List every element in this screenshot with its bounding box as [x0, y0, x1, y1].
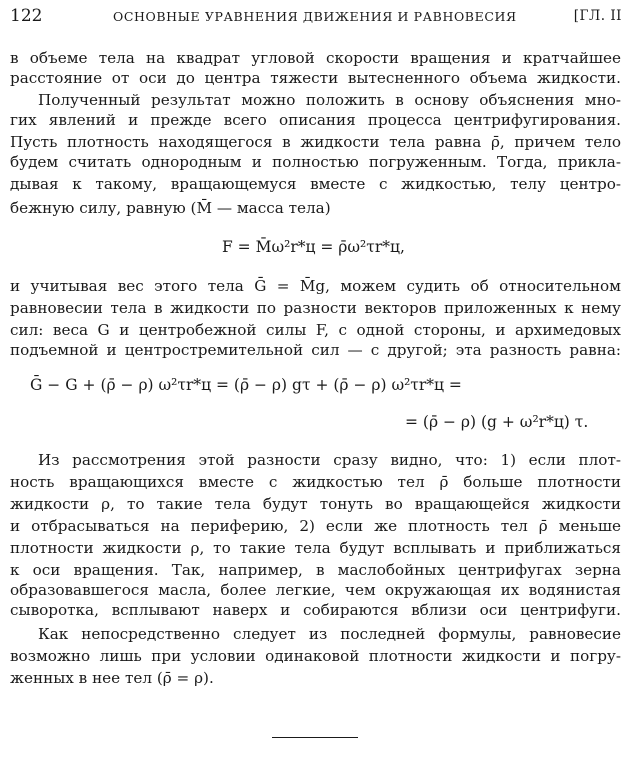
text-line: и учитывая вес этого тела Ḡ = M̄g, можем судить об относительном	[10, 277, 621, 295]
text-line: ность вращающихся вместе с жидкостью тел ρ̄ больше плотности	[10, 473, 621, 491]
chapter-marker: [ГЛ. II	[573, 8, 622, 24]
page-header	[10, 6, 622, 30]
text-line: Как непосредственно следует из последней формулы, равновесие	[38, 625, 621, 643]
text-line: равновесии тела в жидкости по разности векторов приложенных к нему	[10, 299, 621, 317]
text-line: бежную силу, равную (M̄ — масса тела)	[10, 199, 331, 217]
text-line: образовавшегося масла, более легкие, чем окружающая их водянистая	[10, 581, 621, 599]
running-title: ОСНОВНЫЕ УРАВНЕНИЯ ДВИЖЕНИЯ И РАВНОВЕСИЯ	[113, 9, 517, 24]
text-line: Пусть плотность находящегося в жидкости тела равна ρ̄, причем тело	[10, 133, 621, 151]
text-line: сыворотка, всплывают наверх и собираются вблизи оси центрифуги.	[10, 601, 621, 619]
text-line: Из рассмотрения этой разности сразу видно, что: 1) если плот-	[38, 451, 621, 469]
text-line: Полученный результат можно положить в основу объяснения мно-	[38, 91, 621, 109]
text-line: и отбрасываться на периферию, 2) если же плотность тел ρ̄ меньше	[10, 517, 621, 535]
text-line: в объеме тела на квадрат угловой скорости вращения и кратчайшее	[10, 49, 621, 67]
formula-difference-line-1: Ḡ − G + (ρ̄ − ρ) ω²τr*ц = (ρ̄ − ρ) gτ + (ρ̄ − ρ) ω²τr*ц =	[30, 376, 462, 394]
text-line: дывая к такому, вращающемуся вместе с жидкостью, телу центро-	[10, 175, 621, 193]
text-line: будем считать однородным и полностью погруженным. Тогда, прикла-	[10, 153, 621, 171]
text-line: расстояние от оси до центра тяжести вытесненного объема жидкости.	[10, 69, 621, 87]
text-line: возможно лишь при условии одинаковой плотности жидкости и погру-	[10, 647, 621, 665]
formula-centrifugal-force: F = M̄ω²r*ц = ρ̄ω²τr*ц,	[222, 238, 405, 256]
page-number: 122	[10, 6, 43, 26]
formula-difference-line-2: = (ρ̄ − ρ) (g + ω²r*ц) τ.	[405, 413, 589, 431]
end-rule	[272, 737, 358, 738]
text-line: жидкости ρ, то такие тела будут тонуть во вращающейся жидкости	[10, 495, 621, 513]
text-line: подъемной и центростремительной сил — с другой; эта разность равна:	[10, 341, 621, 359]
text-line: женных в нее тел (ρ̄ = ρ).	[10, 669, 214, 687]
text-line: гих явлений и прежде всего описания процесса центрифугирования.	[10, 111, 621, 129]
text-line: к оси вращения. Так, например, в маслобойных центрифугах зерна	[10, 561, 621, 579]
text-line: сил: веса G и центробежной силы F, с одной стороны, и архимедовых	[10, 321, 621, 339]
text-line: плотности жидкости ρ, то такие тела будут всплывать и приближаться	[10, 539, 621, 557]
